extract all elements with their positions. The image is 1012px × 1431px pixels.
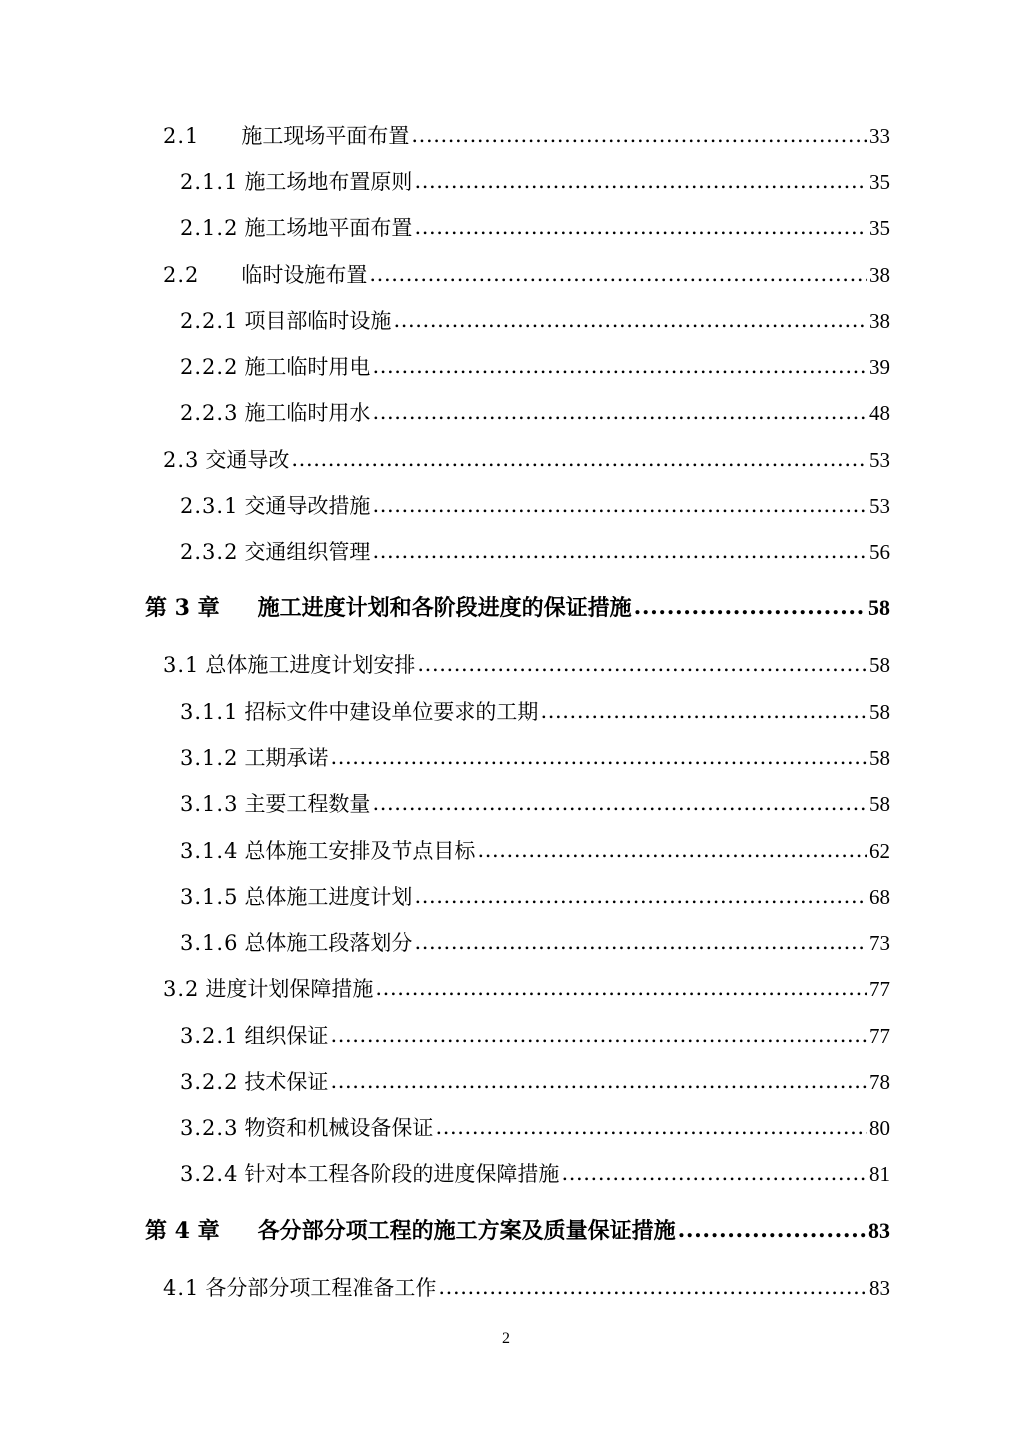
toc-entry-title: 主要工程数量 bbox=[244, 792, 371, 816]
toc-entry-page: 73 bbox=[869, 931, 890, 955]
toc-entry-page: 33 bbox=[869, 124, 890, 148]
toc-entry-title: 施工场地平面布置 bbox=[244, 216, 413, 240]
toc-entry-number: 3.2.3 bbox=[180, 1116, 239, 1140]
dot-leader bbox=[372, 490, 867, 520]
toc-entry-title: 总体施工段落划分 bbox=[244, 931, 413, 955]
toc-entry[interactable] bbox=[163, 650, 890, 680]
toc-entry[interactable] bbox=[180, 491, 890, 521]
toc-chapter-title: 各分部分项工程的施工方案及质量保证措施 bbox=[257, 1218, 676, 1244]
toc-entry-number: 2.2.1 bbox=[180, 309, 239, 333]
toc-entry[interactable] bbox=[180, 743, 890, 773]
toc-entry[interactable] bbox=[180, 1159, 890, 1189]
dot-leader bbox=[372, 397, 867, 427]
toc-entry-page: 58 bbox=[869, 792, 890, 816]
toc-entry-number: 3.2.4 bbox=[180, 1162, 239, 1186]
toc-entry-title: 各分部分项工程准备工作 bbox=[205, 1276, 437, 1300]
dot-leader bbox=[414, 212, 867, 242]
toc-entry-number: 2.1.2 bbox=[180, 216, 239, 240]
toc-entry-number: 4.1 bbox=[163, 1276, 200, 1300]
toc-entry[interactable] bbox=[180, 167, 890, 197]
toc-chapter-entry[interactable] bbox=[145, 593, 890, 623]
dot-leader bbox=[414, 927, 867, 957]
toc-entry-title: 施工现场平面布置 bbox=[241, 124, 410, 148]
toc-entry-page: 81 bbox=[869, 1162, 890, 1186]
dot-leader bbox=[369, 259, 867, 289]
toc-entry-title: 施工场地布置原则 bbox=[244, 170, 413, 194]
dot-leader bbox=[372, 788, 867, 818]
toc-entry-page: 83 bbox=[869, 1276, 890, 1300]
toc-entry[interactable] bbox=[180, 398, 890, 428]
dot-leader bbox=[291, 444, 867, 474]
toc-entry-page: 35 bbox=[869, 216, 890, 240]
toc-chapter-page: 58 bbox=[868, 595, 890, 620]
dot-leader bbox=[393, 305, 867, 335]
toc-entry[interactable] bbox=[163, 1273, 890, 1303]
dot-leader bbox=[375, 973, 867, 1003]
dot-leader bbox=[330, 1066, 867, 1096]
toc-entry-page: 35 bbox=[869, 170, 890, 194]
toc-entry-title: 交通导改 bbox=[205, 448, 290, 472]
toc-entry-page: 48 bbox=[869, 401, 890, 425]
dot-leader bbox=[477, 835, 867, 865]
toc-entry[interactable] bbox=[180, 306, 890, 336]
toc-entry-page: 56 bbox=[869, 540, 890, 564]
toc-entry-title: 总体施工进度计划安排 bbox=[205, 653, 416, 677]
toc-entry-number: 3.1 bbox=[163, 653, 200, 677]
page-number: 2 bbox=[502, 1330, 510, 1347]
toc-entry-page: 39 bbox=[869, 355, 890, 379]
toc-entry-number: 3.1.3 bbox=[180, 792, 239, 816]
toc-entry-number: 2.2 bbox=[163, 263, 200, 287]
toc-entry-number: 3.1.4 bbox=[180, 839, 239, 863]
toc-entry[interactable] bbox=[180, 789, 890, 819]
toc-entry[interactable] bbox=[163, 260, 890, 290]
dot-leader bbox=[678, 1215, 866, 1245]
dot-leader bbox=[561, 1158, 867, 1188]
dot-leader bbox=[330, 1020, 867, 1050]
toc-entry[interactable] bbox=[163, 974, 890, 1004]
toc-entry-title: 交通组织管理 bbox=[244, 540, 371, 564]
toc-entry-number: 2.3.2 bbox=[180, 540, 239, 564]
toc-entry-number: 2.2.3 bbox=[180, 401, 239, 425]
dot-leader bbox=[634, 592, 866, 622]
toc-entry[interactable] bbox=[163, 121, 890, 151]
dot-leader bbox=[435, 1112, 867, 1142]
toc-entry-page: 77 bbox=[869, 1024, 890, 1048]
toc-chapter-title: 施工进度计划和各阶段进度的保证措施 bbox=[257, 595, 632, 621]
toc-entry-page: 80 bbox=[869, 1116, 890, 1140]
toc-entry-title: 总体施工进度计划 bbox=[244, 885, 413, 909]
toc-entry-title: 施工临时用电 bbox=[244, 355, 371, 379]
toc-entry[interactable] bbox=[180, 213, 890, 243]
toc-entry-title: 进度计划保障措施 bbox=[205, 977, 374, 1001]
toc-entry-number: 3.2.2 bbox=[180, 1070, 239, 1094]
toc-chapter-entry[interactable] bbox=[145, 1216, 890, 1246]
toc-entry-page: 78 bbox=[869, 1070, 890, 1094]
toc-entry-number: 3.2.1 bbox=[180, 1024, 239, 1048]
toc-entry[interactable] bbox=[180, 1113, 890, 1143]
dot-leader bbox=[372, 536, 867, 566]
toc-entry-page: 62 bbox=[869, 839, 890, 863]
toc-entry-page: 53 bbox=[869, 448, 890, 472]
toc-entry-page: 58 bbox=[869, 746, 890, 770]
toc-entry[interactable] bbox=[180, 1021, 890, 1051]
toc-entry-page: 38 bbox=[869, 263, 890, 287]
toc-entry-title: 交通导改措施 bbox=[244, 494, 371, 518]
toc-entry-number: 2.1.1 bbox=[180, 170, 239, 194]
toc-chapter-page: 83 bbox=[868, 1218, 890, 1243]
toc-entry-title: 组织保证 bbox=[244, 1024, 329, 1048]
toc-entry[interactable] bbox=[180, 537, 890, 567]
dot-leader bbox=[417, 649, 867, 679]
toc-entry-number: 3.1.1 bbox=[180, 700, 239, 724]
toc-entry-number: 2.3.1 bbox=[180, 494, 239, 518]
toc-entry-number: 3.1.5 bbox=[180, 885, 239, 909]
toc-entry[interactable] bbox=[180, 928, 890, 958]
toc-entry-title: 项目部临时设施 bbox=[244, 309, 392, 333]
toc-chapter-number: 第 4 章 bbox=[145, 1218, 220, 1244]
dot-leader bbox=[411, 120, 867, 150]
toc-entry-number: 2.1 bbox=[163, 124, 200, 148]
toc-entry[interactable] bbox=[180, 352, 890, 382]
toc-entry-number: 3.1.6 bbox=[180, 931, 239, 955]
dot-leader bbox=[414, 881, 867, 911]
toc-entry-title: 总体施工安排及节点目标 bbox=[244, 839, 476, 863]
toc-entry-page: 38 bbox=[869, 309, 890, 333]
toc-entry-page: 77 bbox=[869, 977, 890, 1001]
toc-entry-number: 2.3 bbox=[163, 448, 200, 472]
toc-entry[interactable] bbox=[163, 445, 890, 475]
toc-entry-title: 物资和机械设备保证 bbox=[244, 1116, 434, 1140]
dot-leader bbox=[372, 351, 867, 381]
toc-entry-number: 2.2.2 bbox=[180, 355, 239, 379]
toc-entry[interactable] bbox=[180, 836, 890, 866]
dot-leader bbox=[438, 1272, 867, 1302]
toc-entry-title: 临时设施布置 bbox=[241, 263, 368, 287]
toc-entry-page: 58 bbox=[869, 653, 890, 677]
dot-leader bbox=[414, 166, 867, 196]
dot-leader bbox=[540, 696, 867, 726]
toc-entry-title: 施工临时用水 bbox=[244, 401, 371, 425]
toc-entry-page: 58 bbox=[869, 700, 890, 724]
toc-entry-page: 53 bbox=[869, 494, 890, 518]
toc-entry-title: 招标文件中建设单位要求的工期 bbox=[244, 700, 539, 724]
toc-entry-title: 工期承诺 bbox=[244, 746, 329, 770]
toc-entry[interactable] bbox=[180, 697, 890, 727]
toc-chapter-number: 第 3 章 bbox=[145, 595, 220, 621]
dot-leader bbox=[330, 742, 867, 772]
toc-entry-page: 68 bbox=[869, 885, 890, 909]
toc-entry[interactable] bbox=[180, 882, 890, 912]
toc-entry-title: 技术保证 bbox=[244, 1070, 329, 1094]
toc-entry-number: 3.1.2 bbox=[180, 746, 239, 770]
toc-entry-title: 针对本工程各阶段的进度保障措施 bbox=[244, 1162, 560, 1186]
toc-entry-number: 3.2 bbox=[163, 977, 200, 1001]
toc-entry[interactable] bbox=[180, 1067, 890, 1097]
